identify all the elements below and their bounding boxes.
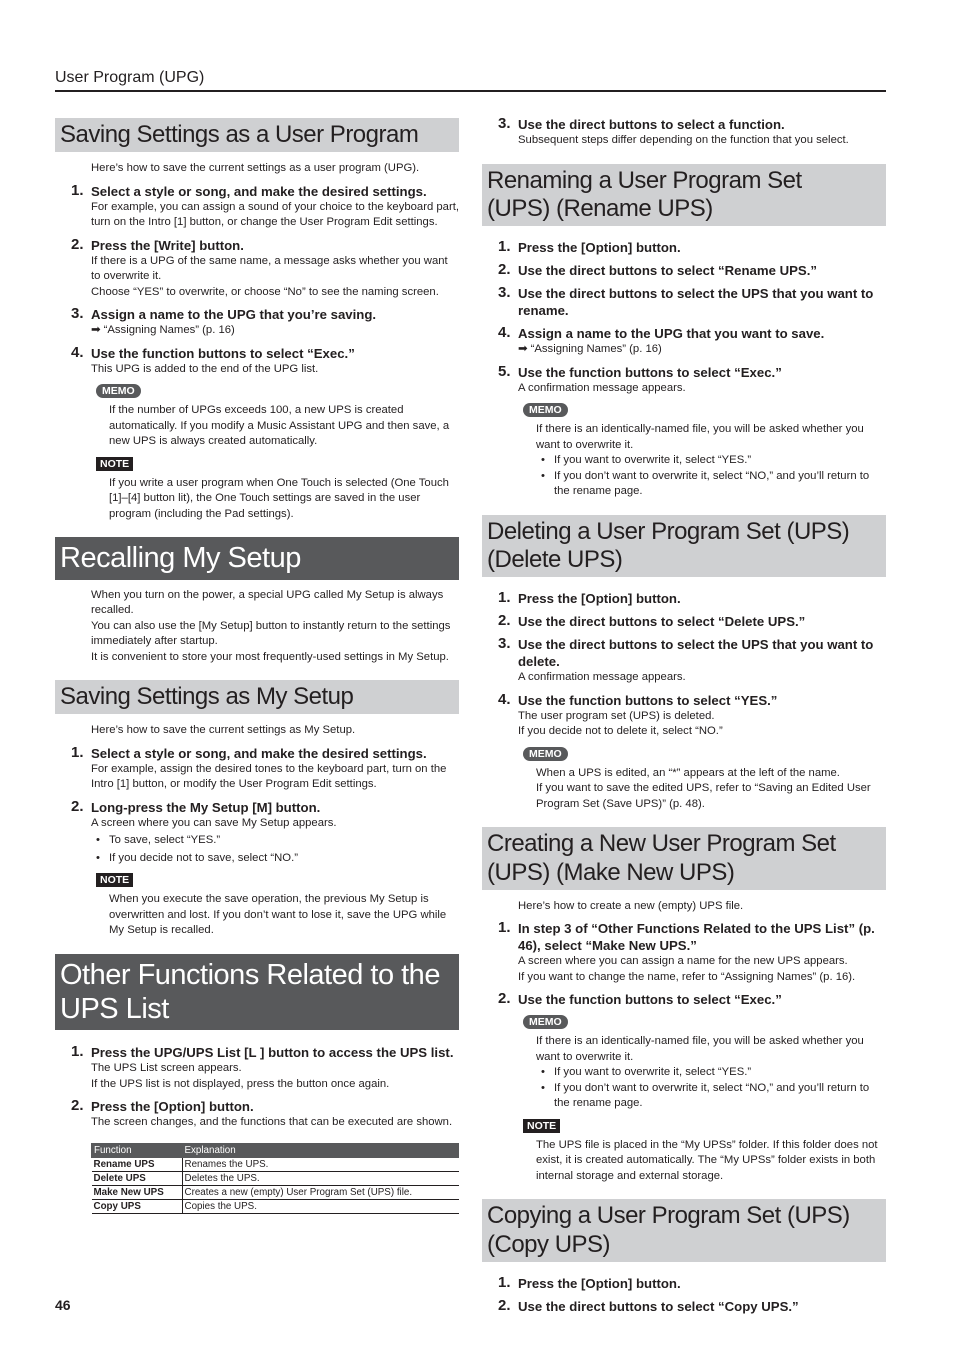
step-text: Use the direct buttons to select the UPS that you want to delete. <box>518 637 874 670</box>
step-desc: Subsequent steps differ depending on the function that you select. <box>518 134 849 146</box>
step-desc: For example, assign the desired tones to the keyboard part, turn on the Intro [1] button, or modify the User Program Edit settings. <box>91 762 447 791</box>
note-badge: NOTE <box>523 1119 560 1133</box>
step-text: Use the direct buttons to select “Copy UPS.” <box>518 1299 799 1314</box>
table-header-row <box>92 1143 459 1157</box>
function-table <box>91 1143 459 1214</box>
step-text: Use the function buttons to select “YES.” <box>518 692 778 708</box>
section-title-save-my-setup: Saving Settings as My Setup <box>55 680 459 714</box>
section-title-copy-ups: Copying a User Program Set (UPS) (Copy UPS) <box>482 1199 886 1262</box>
cross-reference: ➡ “Assigning Names” (p. 16) <box>91 324 235 337</box>
table-row <box>92 1185 459 1199</box>
bullet-item: • If you don’t want to overwrite it, select “NO,” and you’ll return to the rename page. <box>554 469 886 500</box>
intro-text: Here’s how to create a new (empty) UPS file. <box>518 899 744 912</box>
table-cell: Rename UPS <box>92 1157 183 1171</box>
table-row <box>92 1171 459 1185</box>
left-column <box>55 118 459 1214</box>
step-text: Use the direct buttons to select a function. <box>518 117 785 132</box>
table-header: Explanation <box>182 1143 459 1157</box>
running-header: User Program (UPG) <box>55 69 205 86</box>
step-text: In step 3 of “Other Functions Related to the UPS List” (p. 46), select “Make New UPS.” <box>518 921 875 954</box>
intro-text: Here’s how to save the current settings as a user program (UPG). <box>91 162 420 175</box>
step-desc: If you decide not to delete it, select “NO.” <box>518 725 723 738</box>
cross-reference: ➡ “Assigning Names” (p. 16) <box>518 343 662 356</box>
step-text: Long-press the My Setup [M] button. <box>91 799 321 815</box>
paragraph: You can also use the [My Setup] button to instantly return to the settings immediately after startup. <box>91 619 451 648</box>
step-text: Use the direct buttons to select “Delete UPS.” <box>518 614 806 630</box>
table-row <box>92 1157 459 1171</box>
step-2: 2. Use the direct buttons to select “Copy UPS.” <box>498 1297 799 1314</box>
bullet-item: • If you don’t want to overwrite it, select “NO,” and you’ll return to the rename page. <box>554 1081 886 1112</box>
step-2: 2. Long-press the My Setup [M] button. <box>71 797 321 815</box>
step-text: Use the function buttons to select “Exec.” <box>91 345 355 361</box>
paragraph: When you turn on the power, a special UPG called My Setup is always recalled. <box>91 588 444 617</box>
step-1: 1. Select a style or song, and make the desired settings. <box>71 181 427 199</box>
step-1: 1. Press the [Option] button. <box>498 238 681 256</box>
title-line: (UPS) (Make New UPS) <box>487 858 735 886</box>
step-2: 2. Use the function buttons to select “Exec.” <box>498 990 782 1008</box>
step-desc: This UPG is added to the end of the UPG list. <box>91 362 319 375</box>
step-5: 5. Use the function buttons to select “Exec.” <box>498 362 782 380</box>
table-cell: Make New UPS <box>92 1185 183 1199</box>
step-text: Press the UPG/UPS List [L ] button to access the UPS list. <box>91 1045 454 1061</box>
step-text: Use the function buttons to select “Exec.” <box>518 992 782 1008</box>
step-text: Press the [Option] button. <box>518 240 681 256</box>
step-desc: If there is a UPG of the same name, a message asks whether you want to overwrite it. <box>91 254 448 283</box>
step-3: 3. Assign a name to the UPG that you’re saving. <box>71 305 377 323</box>
step-text: Press the [Write] button. <box>91 237 244 253</box>
memo-text: When a UPS is edited, an “*” appears at the left of the name. <box>536 766 840 779</box>
table-cell: Copy UPS <box>92 1199 183 1213</box>
memo-text: If there is an identically-named file, you will be asked whether you want to overwrite it. <box>536 423 864 451</box>
page-number: 46 <box>55 1297 71 1313</box>
memo-badge: MEMO <box>523 403 568 417</box>
memo-text: If there is an identically-named file, you will be asked whether you want to overwrite it. <box>536 1035 864 1063</box>
note-text: When you execute the save operation, the previous My Setup is overwritten and lost. If you don’t want to lose it, save the UPG while My Setup is recalled. <box>109 893 447 937</box>
bullet-item: • If you want to overwrite it, select “YES.” <box>554 453 886 469</box>
paragraph: It is convenient to store your most frequently-used settings in My Setup. <box>91 650 449 663</box>
bullet-item: • If you want to overwrite it, select “YES.” <box>554 1065 886 1081</box>
step-desc: The user program set (UPS) is deleted. <box>518 709 715 722</box>
memo-text: If the number of UPGs exceeds 100, a new UPS is created automatically. If you modify a Music Assistant UPG and then save, a new UPS is always created automatically. <box>109 404 450 448</box>
step-4: 4. Use the function buttons to select “Exec.” <box>71 343 355 361</box>
table-cell: Renames the UPS. <box>182 1157 459 1171</box>
step-text: Use the direct buttons to select the UPS that you want to rename. <box>518 286 874 319</box>
note-badge: NOTE <box>96 457 133 471</box>
step-2: 2. Press the [Option] button. <box>71 1097 254 1115</box>
step-text: Select a style or song, and make the desired settings. <box>91 183 427 199</box>
step-text: Assign a name to the UPG that you’re saving. <box>91 307 377 323</box>
step-text: Use the direct buttons to select “Rename UPS.” <box>518 263 817 279</box>
section-title-delete-ups: Deleting a User Program Set (UPS) (Delete UPS) <box>482 515 886 578</box>
table-cell: Deletes the UPS. <box>182 1171 459 1185</box>
step-text: Assign a name to the UPG that you want to save. <box>518 326 825 342</box>
table-header: Function <box>92 1143 183 1157</box>
step-2: 2. Use the direct buttons to select “Delete UPS.” <box>498 612 806 630</box>
step-desc: A screen where you can assign a name for the new UPS appears. <box>518 955 848 968</box>
title-line: (UPS) (Rename UPS) <box>487 194 713 222</box>
step-text: Use the function buttons to select “Exec.” <box>518 364 782 380</box>
section-title-recalling-my-setup: Recalling My Setup <box>55 537 459 579</box>
note-text: The UPS file is placed in the “My UPSs” folder. If this folder does not exist, it is created automatically. The “My UPSs” folder exists in both internal storage and external storage. <box>536 1138 878 1182</box>
section-title-rename-ups <box>482 164 886 227</box>
step-desc: If you want to change the name, refer to “Assigning Names” (p. 16). <box>518 970 856 983</box>
memo-badge: MEMO <box>523 747 568 761</box>
step-desc: If the UPS list is not displayed, press the button once again. <box>91 1077 390 1090</box>
bullet-item: • If you decide not to save, select “NO.” <box>109 851 459 867</box>
step-desc: Choose “YES” to overwrite, or choose “No” to see the naming screen. <box>91 285 439 298</box>
step-4: 4. Use the function buttons to select “YES.” <box>498 690 778 708</box>
step-desc: For example, you can assign a sound of your choice to the keyboard part, turn on the Intro [1] button, or change the User Program Edit settings. <box>91 200 459 229</box>
step-1: 1. In step 3 of “Other Functions Related to the UPS List” (p. 46), select “Make New UPS.” <box>498 919 875 954</box>
right-column <box>482 116 886 1315</box>
title-line: Creating a New User Program Set <box>487 830 836 858</box>
step-3: 3. Use the direct buttons to select the UPS that you want to rename. <box>498 284 874 319</box>
step-desc: A confirmation message appears. <box>518 671 686 684</box>
memo-badge: MEMO <box>96 384 141 398</box>
section-title-save-user-program: Saving Settings as a User Program <box>55 118 459 152</box>
header-rule <box>55 90 886 92</box>
step-text: Select a style or song, and make the desired settings. <box>91 745 427 761</box>
step-2: 2. Press the [Write] button. <box>71 235 244 253</box>
step-2: 2. Use the direct buttons to select “Rename UPS.” <box>498 261 817 279</box>
title-line: Renaming a User Program Set <box>487 166 802 194</box>
step-desc: The UPS List screen appears. <box>91 1062 242 1075</box>
note-text: If you write a user program when One Touch is selected (One Touch [1]–[4] button lit), the One Touch settings are saved in the user program (including the Pad settings). <box>109 476 449 520</box>
step-1: 1. Press the [Option] button. <box>498 589 681 607</box>
step-desc: A screen where you can save My Setup appears. <box>91 816 337 829</box>
note-badge: NOTE <box>96 873 133 887</box>
memo-badge: MEMO <box>523 1015 568 1029</box>
step-1: 1. Press the UPG/UPS List [L ] button to access the UPS list. <box>71 1043 454 1061</box>
memo-text: If you want to save the edited UPS, refer to “Saving an Edited User Program Set (Save UPS)” (p. 48). <box>536 782 871 810</box>
table-cell: Creates a new (empty) User Program Set (UPS) file. <box>182 1185 459 1199</box>
step-text: Press the [Option] button. <box>518 591 681 607</box>
table-row <box>92 1199 459 1213</box>
step-text: Press the [Option] button. <box>91 1099 254 1115</box>
section-title-make-new-ups <box>482 827 886 890</box>
bullet-item: • To save, select “YES.” <box>109 833 459 849</box>
step-3: 3. Use the direct buttons to select a function. <box>498 115 785 132</box>
step-3: 3. Use the direct buttons to select the UPS that you want to delete. <box>498 635 874 670</box>
intro-text: Here’s how to save the current settings as My Setup. <box>91 724 356 737</box>
section-title-other-functions: Other Functions Related to the UPS List <box>55 954 459 1030</box>
table-cell: Copies the UPS. <box>182 1199 459 1213</box>
step-text: Press the [Option] button. <box>518 1276 681 1291</box>
step-1: 1. Press the [Option] button. <box>498 1274 681 1291</box>
step-desc: A confirmation message appears. <box>518 381 686 394</box>
step-4: 4. Assign a name to the UPG that you want to save. <box>498 324 825 342</box>
step-1: 1. Select a style or song, and make the desired settings. <box>71 743 427 761</box>
step-desc: The screen changes, and the functions that can be executed are shown. <box>91 1116 453 1129</box>
table-cell: Delete UPS <box>92 1171 183 1185</box>
